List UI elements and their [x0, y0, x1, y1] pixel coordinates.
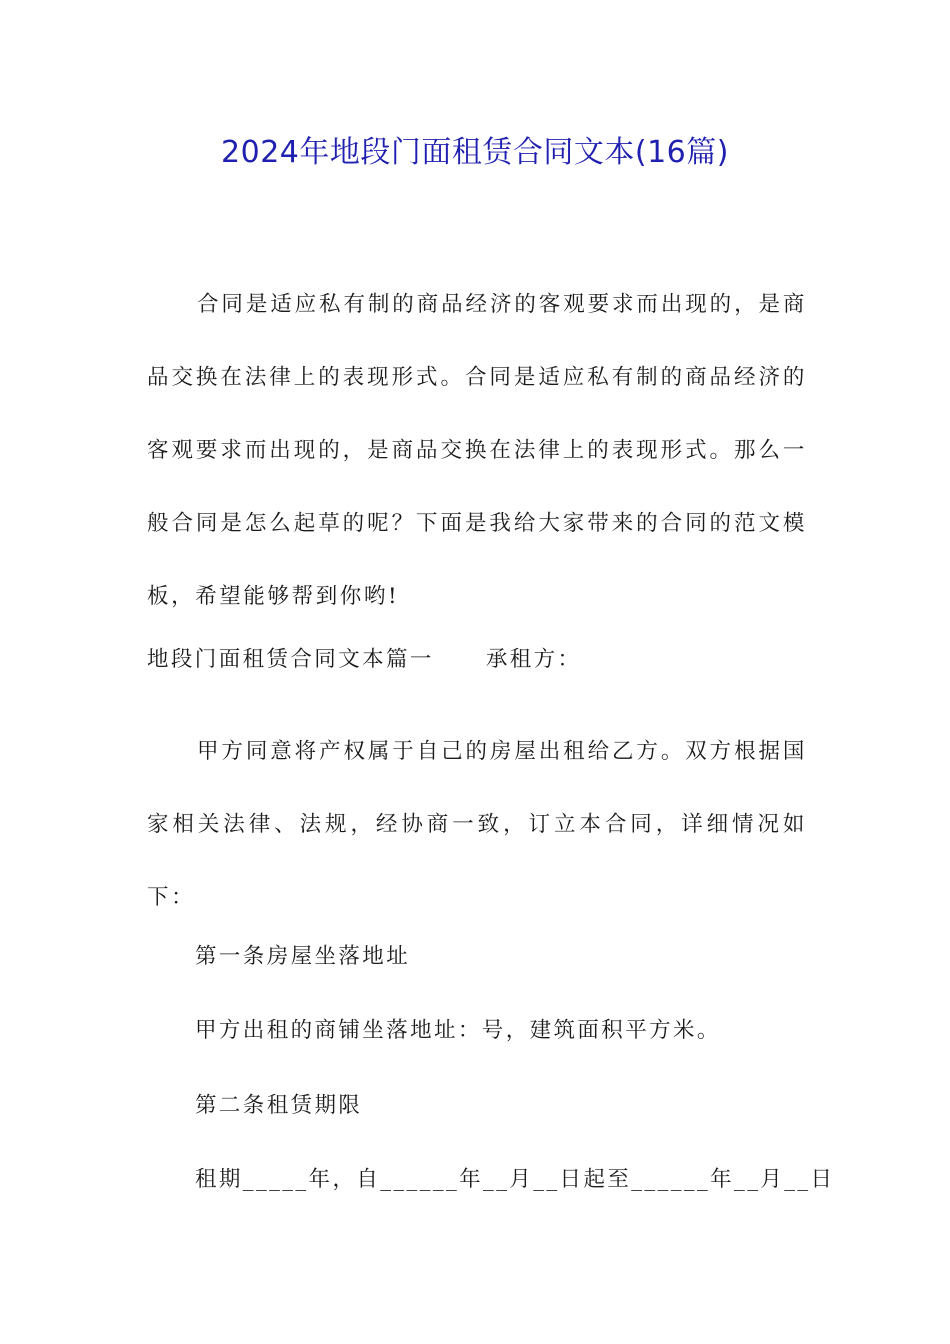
article-2-heading: 第二条租赁期限 — [195, 1093, 363, 1118]
lessee-label: 承租方： — [485, 647, 582, 672]
article-1-body: 甲方出租的商铺坐落地址：号，建筑面积平方米。 — [195, 1018, 721, 1043]
agreement-paragraph: 甲方同意将产权属于自己的房屋出租给乙方。双方根据国家相关法律、法规，经协商一致，订立本合同，详细情况如下： — [147, 739, 807, 910]
section-heading — [147, 645, 581, 675]
section-title: 地段门面租赁合同文本篇一 — [147, 647, 434, 672]
article-2-body: 租期_____年，自______年__月__日起至______年__月__日 — [195, 1167, 835, 1192]
document-title: 2024年地段门面租赁合同文本(16篇) — [221, 135, 729, 170]
article-1-heading: 第一条房屋坐落地址 — [195, 944, 411, 969]
intro-paragraph: 合同是适应私有制的商品经济的客观要求而出现的，是商品交换在法律上的表现形式。合同是适应私有制的商品经济的客观要求而出现的，是商品交换在法律上的表现形式。那么一般合同是怎么起草的呢？下面是我给大家带来的合同的范文模板，希望能够帮到你哟! — [147, 292, 807, 609]
